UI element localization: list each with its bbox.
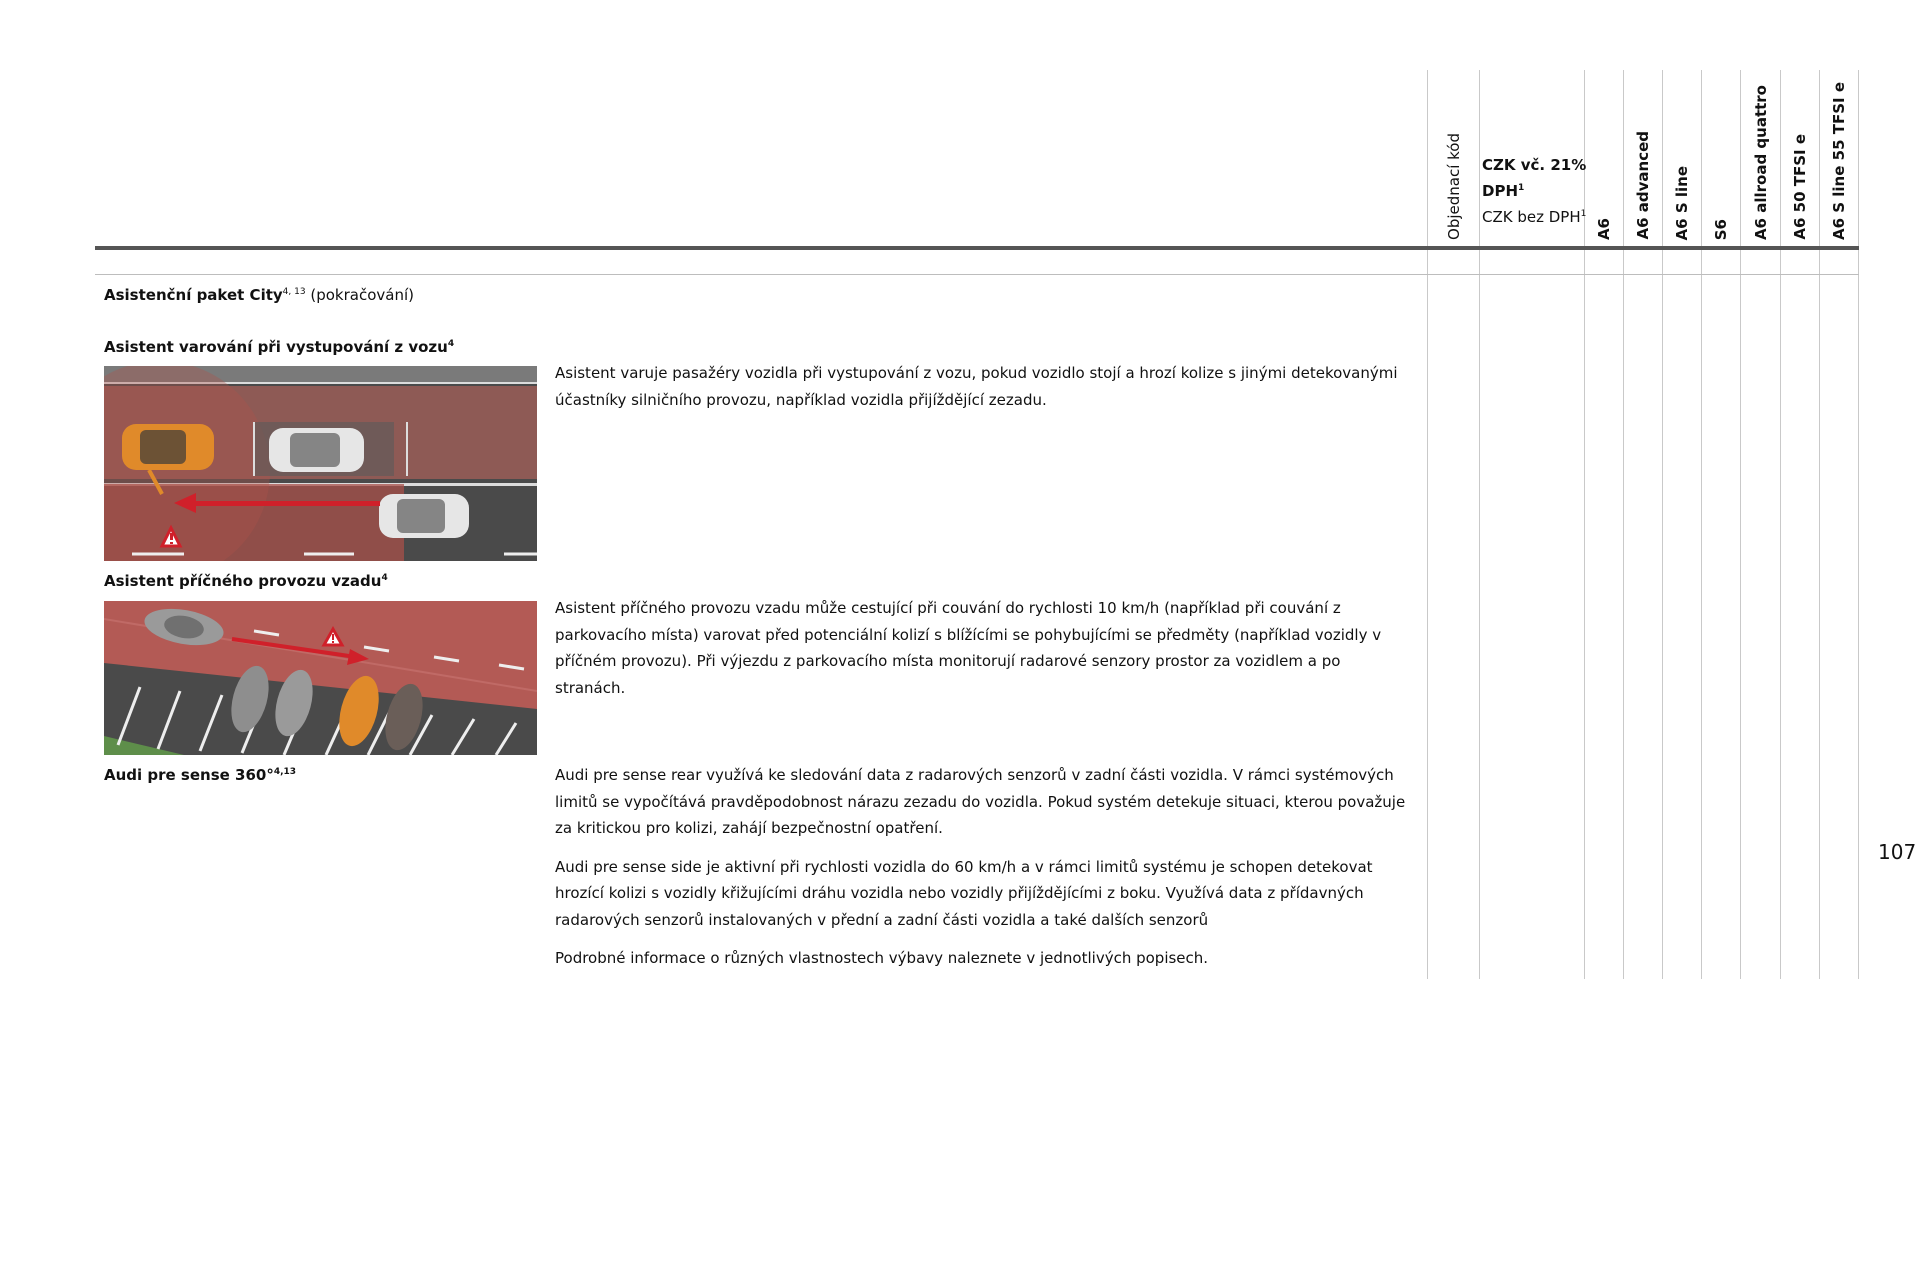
item-title-rear-cross-traffic: Asistent příčného provozu vzadu$^4$ bbox=[104, 572, 388, 590]
item-title-exit-warning: Asistent varování při vystupování z vozu$^4$ bbox=[104, 338, 455, 356]
column-header-a6-50-tfsi-e: A6 50 TFSI e bbox=[1791, 134, 1809, 240]
column-divider bbox=[1479, 70, 1480, 979]
item-description-pre-sense-360: Audi pre sense rear využívá ke sledování data z radarových senzorů v zadní části vozidla. V rámci systémových limitů se vypočítává pravděpodobnost nárazu zezadu do vozidla. Pokud systém detekuje situaci, kterou považuje za kritickou pro kolizi, zahájí bezpečnostní opatření. Audi pre sense side je aktivní při rychlosti vozidla do 60 km/h a v rámci limitů systému je schopen detekovat hrozící kolizi s vozidly křižujícími dráhu vozidla nebo vozidly přijíždějícími z boku. Využívá data z přídavných radarových senzorů instalovaných v přední a zadní části vozidla a také dalších senzorů Podrobné informace o různých vlastnostech výbavy naleznete v jednotlivých popisech. bbox=[555, 766, 1406, 967]
exit-warning-illustration bbox=[104, 366, 537, 561]
price-incl-vat-label: CZK vč. 21% DPH$^1$ bbox=[1482, 156, 1587, 200]
page-number: 107 bbox=[1878, 840, 1917, 864]
item-description-exit-warning: Asistent varuje pasažéry vozidla při vystupování z vozu, pokud vozidlo stojí a hrozí kolize s jinými detekovanými účastníky silničního provozu, například vozidla přijíždějící zezadu. bbox=[555, 364, 1398, 409]
column-header-price bbox=[1482, 152, 1587, 230]
section-rule bbox=[95, 274, 1859, 275]
column-header-a6-s-line-55-tfsi-e: A6 S line 55 TFSI e bbox=[1830, 81, 1848, 240]
column-header-a6-allroad-quattro: A6 allroad quattro bbox=[1751, 84, 1770, 240]
column-header-a6: A6 bbox=[1595, 217, 1613, 240]
price-excl-vat-label: CZK bez DPH$^1$ bbox=[1482, 208, 1587, 226]
column-divider bbox=[1858, 70, 1859, 979]
column-header-s6: S6 bbox=[1712, 218, 1730, 240]
column-header-a6-advanced: A6 advanced bbox=[1634, 131, 1652, 240]
header-rule bbox=[95, 246, 1859, 250]
column-header-a6-s-line: A6 S line bbox=[1673, 165, 1691, 240]
item-title-pre-sense-360: Audi pre sense 360°$^{4,13}$ bbox=[104, 766, 297, 784]
rear-cross-traffic-illustration bbox=[104, 601, 537, 755]
column-header-order-code: Objednací kód bbox=[1444, 133, 1463, 240]
item-description-rear-cross-traffic: Asistent příčného provozu vzadu může cestující při couvání do rychlosti 10 km/h (například při couvání z parkovacího místa) varovat před potenciální kolizí s blížícími se pohybujícími se předměty (například vozidly v příčném provozu). Při výjezdu z parkovacího místa monitorují radarové senzory prostor za vozidlem a po stranách. bbox=[555, 599, 1382, 697]
section-title: Asistenční paket City$^{4, 13}$ (pokračování) bbox=[104, 286, 414, 304]
